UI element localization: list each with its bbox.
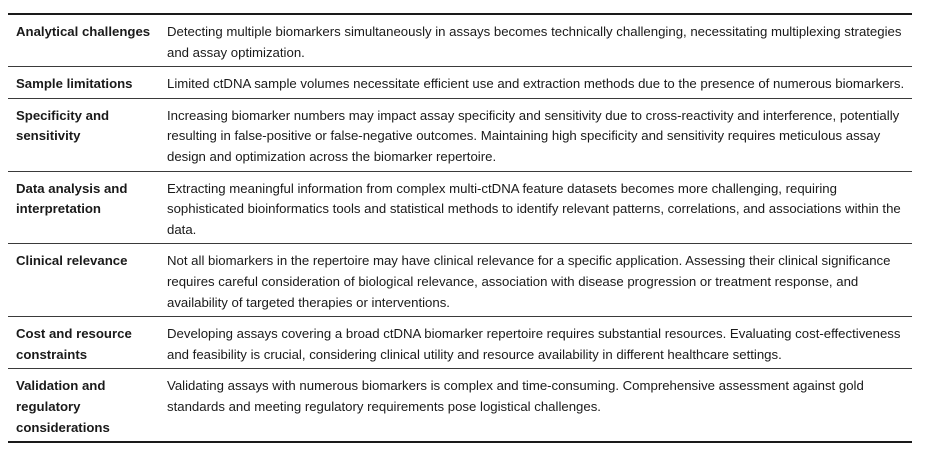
table-row [8, 67, 912, 99]
table-body [8, 14, 912, 442]
table-row [8, 171, 912, 244]
row-term: Analytical challenges [16, 24, 151, 39]
row-description: Limited ctDNA sample volumes necessitate efficient use and extraction methods due to the presence of numerous biomarkers. [167, 76, 905, 92]
row-description: Extracting meaningful information from complex multi-ctDNA feature datasets becomes more challenging, requiring sophisticated bioinformatics tools and statistical methods to identify relevant patterns, correlations, and associations within the data. [167, 180, 901, 237]
row-term: Clinical relevance [16, 253, 128, 269]
table-row [8, 369, 912, 442]
row-description: Developing assays covering a broad ctDNA biomarker repertoire requires substantial resources. Evaluating cost-effectiveness and feasibility is crucial, considering clinical utility and resource availability in different healthcare settings. [167, 326, 901, 362]
row-term: Cost and resource constraints [16, 326, 132, 362]
row-term: Validation and regulatory considerations [16, 378, 110, 435]
row-description: Not all biomarkers in the repertoire may have clinical relevance for a specific application. Assessing their clinical significance requires careful consideration of biological relevance, association with disease progression or treatment response, and availability of targeted therapies or interventions. [167, 253, 891, 310]
challenges-table [8, 13, 912, 443]
row-term: Specificity and sensitivity [16, 107, 110, 144]
table-row [8, 317, 912, 369]
table-row [8, 14, 912, 67]
row-term: Sample limitations [16, 76, 133, 92]
table-row [8, 98, 912, 171]
row-description: Increasing biomarker numbers may impact assay specificity and sensitivity due to cross-reactivity and interference, potentially resulting in false-positive or false-negative outcomes. Maintaining high specificity and sensitivity requires meticulous assay design and optimization across the biomarker repertoire. [167, 107, 900, 164]
row-term: Data analysis and interpretation [16, 180, 128, 217]
table-row [8, 244, 912, 317]
row-description: Validating assays with numerous biomarkers is complex and time-consuming. Comprehensive assessment against gold standards and meeting regulatory requirements pose logistical challenges. [167, 378, 864, 414]
row-description: Detecting multiple biomarkers simultaneously in assays becomes technically challenging, necessitating multiplexing strategies and assay optimization. [167, 24, 902, 60]
